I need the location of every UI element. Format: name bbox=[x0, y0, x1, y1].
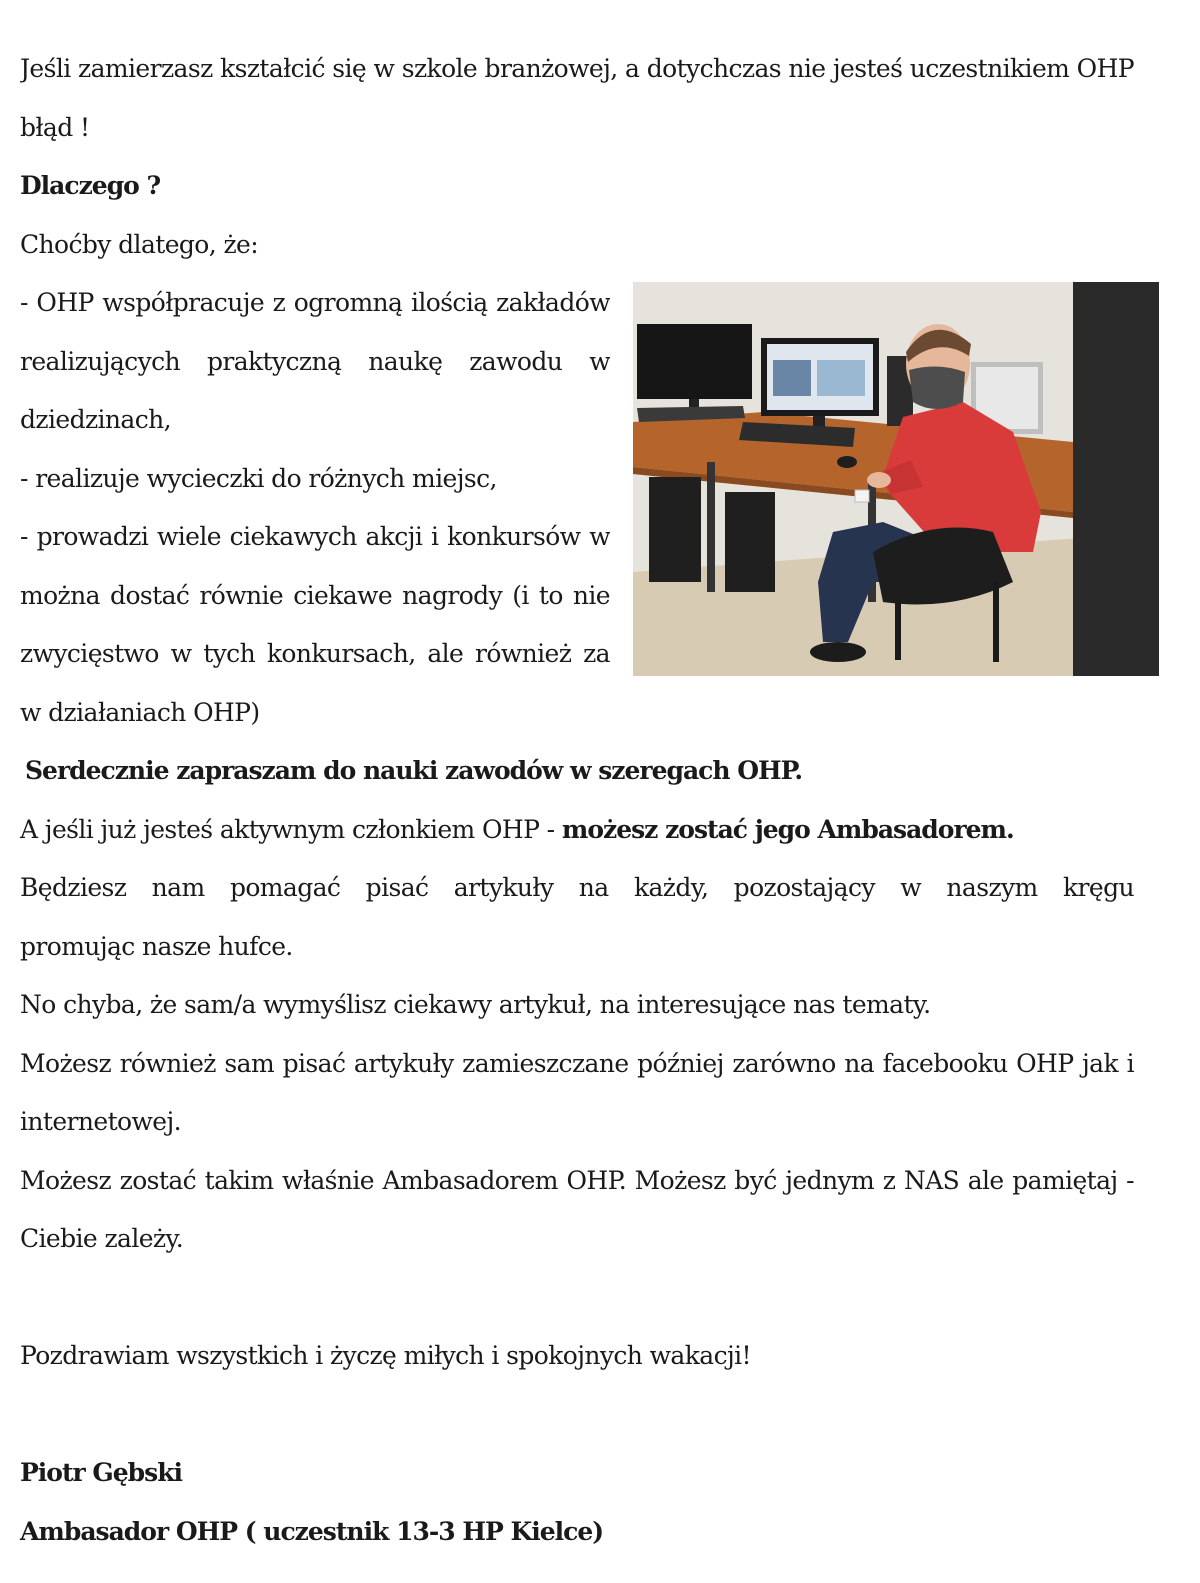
screen-photo bbox=[773, 360, 811, 396]
bullet-line: zwycięstwo w tych konkursach, ale również za bbox=[20, 639, 610, 668]
paragraph-line: promując nasze hufce. bbox=[20, 931, 293, 961]
bullet-line: można dostać równie ciekawe nagrody (i to nie bbox=[20, 580, 610, 610]
cabinet bbox=[1073, 282, 1159, 676]
invite-line: Serdecznie zapraszam do nauki zawodów w szeregach OHP. bbox=[25, 756, 803, 785]
spacer bbox=[20, 1386, 1134, 1445]
paragraph-line: Możesz zostać takim właśnie Ambasadorem OHP. Możesz być jednym z NAS ale pamiętaj - bbox=[20, 1165, 1134, 1195]
signature-name: Piotr Gębski bbox=[20, 1458, 183, 1487]
desk-leg bbox=[707, 462, 715, 592]
paragraph-line: Będziesz nam pomagać pisać artykuły na każdy, pozostający w naszym kręgu bbox=[20, 873, 1134, 902]
paragraph-line: Jeśli zamierzasz kształcić się w szkole branżowej, a dotychczas nie jesteś uczestnikiem OHP bbox=[20, 54, 1134, 83]
hand bbox=[867, 472, 891, 488]
monitor bbox=[637, 324, 752, 399]
shoe bbox=[810, 642, 866, 662]
paragraph-line: No chyba, że sam/a wymyślisz ciekawy artykuł, na interesujące nas tematy. bbox=[20, 990, 931, 1019]
signature-role: Ambasador OHP ( uczestnik 13-3 HP Kielce) bbox=[20, 1516, 604, 1546]
spacer bbox=[20, 1269, 1134, 1328]
bullet-line: dziedzinach, bbox=[20, 405, 171, 434]
ambassador-line bbox=[20, 801, 1134, 860]
article-body bbox=[20, 40, 1134, 1561]
ambassador-prefix: A jeśli już jesteś aktywnym członkiem OHP - bbox=[20, 814, 555, 844]
paragraph-line: internetowej. bbox=[20, 1107, 181, 1136]
bullet-line: realizujących praktyczną naukę zawodu w bbox=[20, 346, 610, 376]
screen-photo bbox=[817, 360, 865, 396]
photo-illustration bbox=[633, 282, 1159, 676]
bullet-line: w działaniach OHP) bbox=[20, 697, 260, 727]
paragraph-line: Ciebie zależy. bbox=[20, 1224, 184, 1253]
chair-leg bbox=[895, 600, 901, 660]
ambassador-bold: możesz zostać jego Ambasadorem. bbox=[561, 814, 1014, 844]
intro-line: Choćby dlatego, że: bbox=[20, 229, 259, 259]
mouse bbox=[837, 456, 857, 468]
bullet-line: - OHP współpracuje z ogromną ilością zakładów bbox=[20, 288, 610, 317]
paragraph-line: błąd ! bbox=[20, 112, 90, 142]
paragraph-line: Możesz również sam pisać artykuły zamieszczane później zarówno na facebooku OHP jak i bbox=[20, 1048, 1134, 1078]
greeting-line: Pozdrawiam wszystkich i życzę miłych i spokojnych wakacji! bbox=[20, 1341, 751, 1370]
bullet-line: - prowadzi wiele ciekawych akcji i konkursów w bbox=[20, 522, 610, 551]
face-mask bbox=[909, 366, 965, 409]
chair-leg bbox=[993, 582, 999, 662]
question-heading: Dlaczego ? bbox=[20, 171, 161, 200]
bullet-line: - realizuje wycieczki do różnych miejsc, bbox=[20, 463, 497, 493]
pc-tower bbox=[725, 492, 775, 592]
power-socket bbox=[855, 490, 869, 502]
photo-student-at-computer bbox=[633, 282, 1159, 676]
pc-tower bbox=[649, 477, 701, 582]
